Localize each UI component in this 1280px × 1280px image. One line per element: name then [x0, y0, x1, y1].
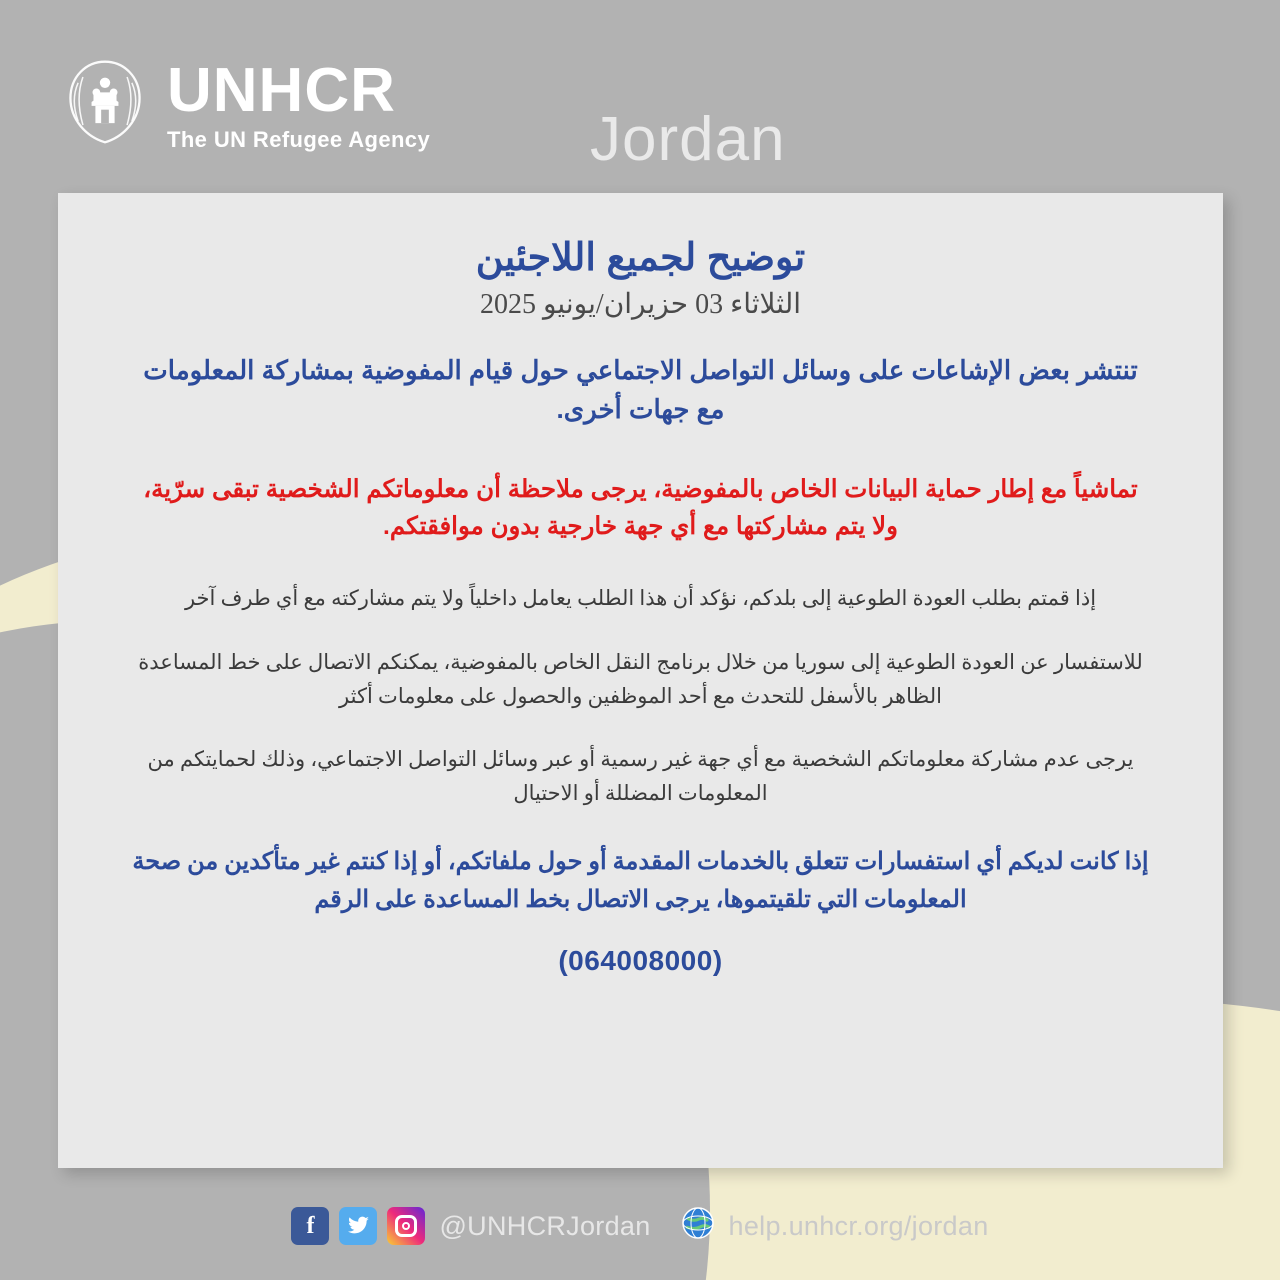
intro-paragraph: تنتشر بعض الإشاعات على وسائل التواصل الاجتماعي حول قيام المفوضية بمشاركة المعلومات مع جهات أخرى. [143, 354, 1138, 424]
org-tagline: The UN Refugee Agency [167, 126, 431, 152]
social-handle[interactable]: @UNHCRJordan [439, 1210, 651, 1241]
announcement-card [58, 193, 1223, 1168]
social-icons [291, 1207, 425, 1245]
hotline-number: (064008000) [558, 944, 723, 976]
twitter-icon[interactable] [339, 1207, 377, 1245]
body-paragraph-2: للاستفسار عن العودة الطوعية إلى سوريا من خلال برنامج النقل الخاص بالمفوضية، يمكنكم الاتصال على خط المساعدة الظاهر بالأسفل للتحدث مع أحد الموظفين والحصول على معلومات أكثر [138, 650, 1143, 708]
org-name: UNHCR [167, 56, 396, 125]
page-title: توضيح لجميع اللاجئين [475, 237, 806, 279]
body-paragraph-1: إذا قمتم بطلب العودة الطوعية إلى بلدكم، نؤكد أن هذا الطلب يعامل داخلياً ولا يتم مشاركته مع أي طرف آخر [184, 586, 1097, 611]
logo-wordmark [167, 54, 430, 153]
unhcr-emblem-icon [57, 54, 153, 150]
body-paragraph-3: يرجى عدم مشاركة معلوماتكم الشخصية مع أي جهة غير رسمية أو عبر وسائل التواصل الاجتماعي، وذلك لحمايتكم من المعلومات المضللة أو الاحتيال [147, 747, 1134, 805]
closing-paragraph: إذا كانت لديكم أي استفسارات تتعلق بالخدمات المقدمة أو حول ملفاتكم، أو إذا كنتم غير متأكدين من صحة المعلومات التي تلقيتموها، يرجى الاتصال بخط المساعدة على الرقم [132, 849, 1149, 913]
poster-header [0, 46, 1280, 176]
country-label: Jordan [590, 105, 786, 174]
website-url[interactable]: help.unhcr.org/jordan [728, 1210, 989, 1241]
unhcr-logo [57, 54, 430, 153]
date-label: الثلاثاء 03 حزيران/يونيو 2025 [479, 288, 802, 320]
warning-paragraph: تماشياً مع إطار حماية البيانات الخاص بالمفوضية، يرجى ملاحظة أن معلوماتكم الشخصية تبقى سرّية، ولا يتم مشاركتها مع أي جهة خارجية بدون موافقتكم. [143, 475, 1138, 541]
globe-icon [681, 1206, 715, 1246]
instagram-icon[interactable] [387, 1207, 425, 1245]
poster-footer [0, 1196, 1280, 1256]
facebook-icon[interactable]: f [291, 1207, 329, 1245]
